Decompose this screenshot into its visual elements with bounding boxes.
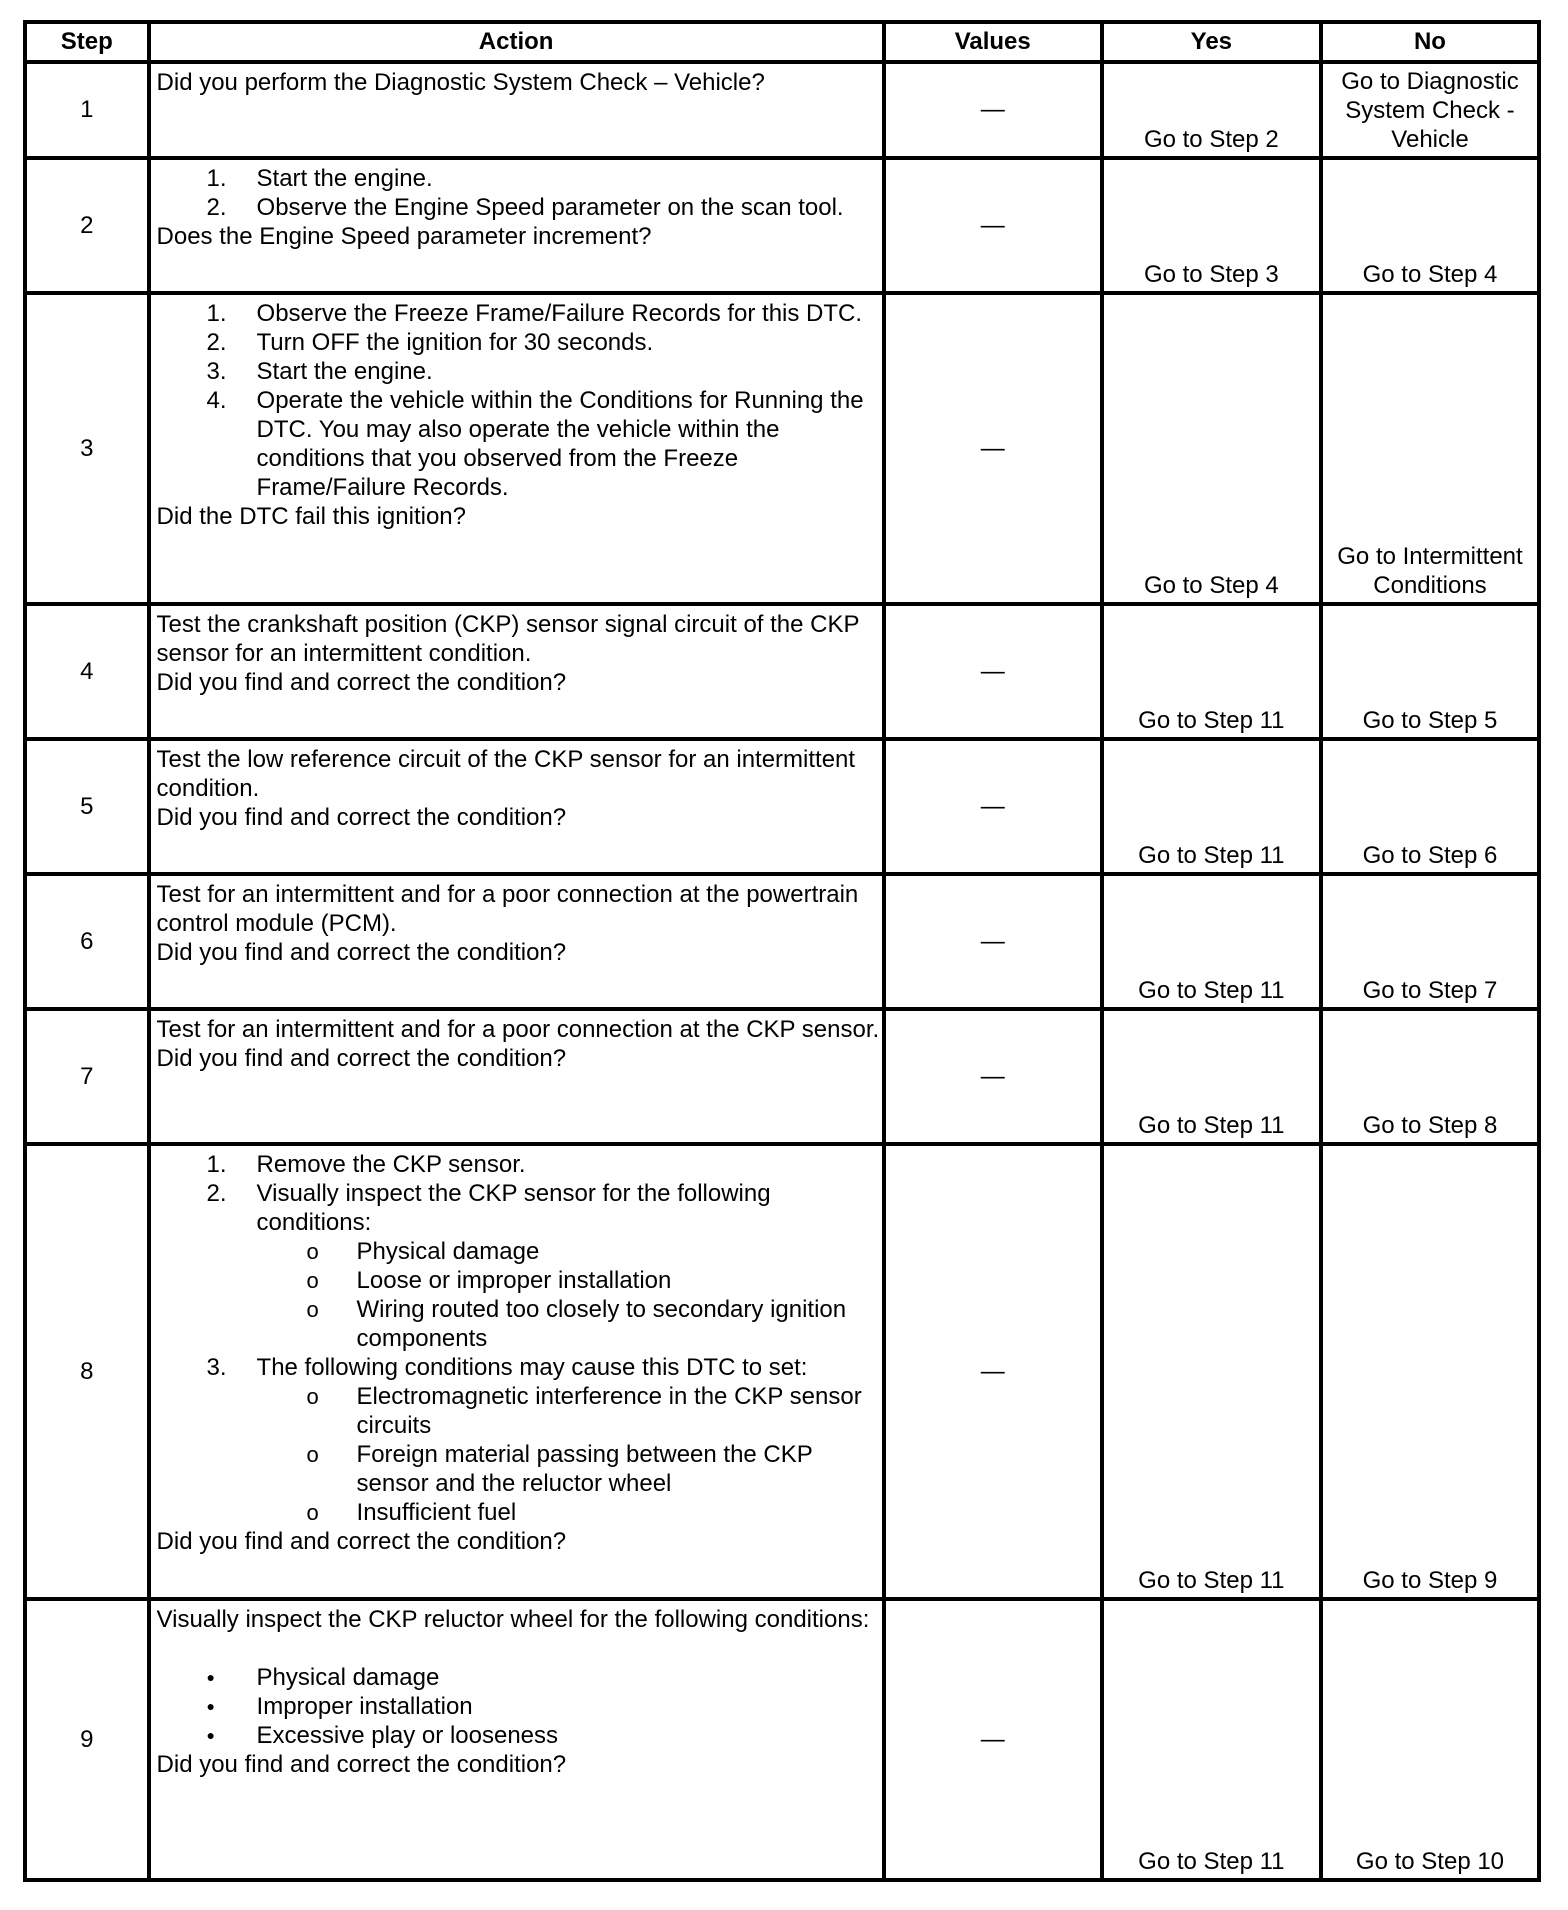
bullet-marker: ● — [206, 1698, 215, 1714]
table-row — [25, 62, 1539, 158]
list-item — [157, 299, 882, 328]
action-cell — [149, 1599, 884, 1880]
list-item — [157, 1663, 882, 1692]
list-text: Insufficient fuel — [356, 1499, 517, 1526]
action-cell — [149, 62, 884, 158]
no-cell: Go to Intermittent Conditions — [1321, 293, 1539, 604]
step-number: 4 — [25, 604, 149, 739]
list-item — [157, 1692, 882, 1721]
yes-cell: Go to Step 4 — [1102, 293, 1321, 604]
header-values: Values — [884, 22, 1102, 62]
circle-marker: o — [306, 1297, 319, 1322]
list-text: Physical damage — [356, 1238, 540, 1265]
action-cell — [149, 604, 884, 739]
list-number: 3. — [206, 358, 227, 385]
action-steps — [157, 164, 882, 222]
step-number: 8 — [25, 1144, 149, 1599]
yes-cell: Go to Step 11 — [1102, 739, 1321, 874]
values-cell: — — [884, 739, 1102, 874]
list-number: 1. — [206, 165, 227, 192]
header-action: Action — [149, 22, 884, 62]
circle-marker: o — [306, 1239, 319, 1264]
diagnostic-table — [23, 20, 1541, 1882]
action-cell — [149, 874, 884, 1009]
table-row — [25, 1009, 1539, 1144]
list-text: Turn OFF the ignition for 30 seconds. — [256, 329, 654, 356]
table-row — [25, 1144, 1539, 1599]
action-cell — [149, 158, 884, 293]
list-item — [157, 386, 882, 502]
circle-marker: o — [306, 1268, 319, 1293]
values-cell: — — [884, 62, 1102, 158]
values-cell: — — [884, 874, 1102, 1009]
list-text: Remove the CKP sensor. — [256, 1151, 526, 1178]
values-cell: — — [884, 1009, 1102, 1144]
no-cell: Go to Step 7 — [1321, 874, 1539, 1009]
no-cell: Go to Step 10 — [1321, 1599, 1539, 1880]
step-number: 7 — [25, 1009, 149, 1144]
step-number: 5 — [25, 739, 149, 874]
list-item — [157, 1721, 882, 1750]
action-cell — [149, 293, 884, 604]
no-cell: Go to Step 6 — [1321, 739, 1539, 874]
list-number: 4. — [206, 387, 227, 414]
bullet-list — [157, 1663, 882, 1750]
action-text: Visually inspect the CKP reluctor wheel for the following conditions: — [156, 1606, 870, 1633]
header-no: No — [1321, 22, 1539, 62]
no-cell: Go to Step 5 — [1321, 604, 1539, 739]
values-cell: — — [884, 1144, 1102, 1599]
action-question: Did you find and correct the condition? — [156, 939, 567, 966]
action-question: Did the DTC fail this ignition? — [156, 503, 466, 530]
action-steps — [157, 299, 882, 502]
list-text: Start the engine. — [256, 165, 433, 192]
action-cell — [149, 1144, 884, 1599]
step-number: 9 — [25, 1599, 149, 1880]
step-number: 6 — [25, 874, 149, 1009]
action-steps — [157, 1150, 882, 1527]
list-text: Observe the Engine Speed parameter on the scan tool. — [256, 194, 844, 221]
list-item — [157, 193, 882, 222]
no-cell: Go to Step 8 — [1321, 1009, 1539, 1144]
action-question: Did you find and correct the condition? — [156, 1751, 567, 1778]
list-item — [157, 1382, 882, 1440]
values-cell: — — [884, 293, 1102, 604]
list-text: Wiring routed too closely to secondary ignition components — [356, 1296, 847, 1352]
table-row — [25, 1599, 1539, 1880]
table-row — [25, 158, 1539, 293]
action-text: Test for an intermittent and for a poor connection at the powertrain control module (PCM). — [156, 881, 859, 937]
list-item — [157, 1150, 882, 1179]
action-text: Did you perform the Diagnostic System Check – Vehicle? — [156, 69, 765, 96]
action-text: Test the low reference circuit of the CKP sensor for an intermittent condition. — [156, 746, 856, 802]
list-text: Visually inspect the CKP sensor for the following conditions: — [256, 1180, 771, 1236]
bullet-marker: ● — [206, 1727, 215, 1743]
list-number: 1. — [206, 1151, 227, 1178]
list-number: 2. — [206, 194, 227, 221]
list-text: Start the engine. — [256, 358, 433, 385]
list-text: Loose or improper installation — [356, 1267, 672, 1294]
action-question: Did you find and correct the condition? — [156, 1045, 567, 1072]
sub-list — [157, 1237, 882, 1353]
header-row — [25, 22, 1539, 62]
list-item — [157, 1353, 882, 1527]
list-text: The following conditions may cause this DTC to set: — [256, 1354, 808, 1381]
list-text: Foreign material passing between the CKP sensor and the reluctor wheel — [356, 1441, 813, 1497]
list-text: Physical damage — [256, 1664, 440, 1691]
list-text: Observe the Freeze Frame/Failure Records for this DTC. — [256, 300, 863, 327]
yes-cell: Go to Step 11 — [1102, 1144, 1321, 1599]
list-item — [157, 1440, 882, 1498]
yes-cell: Go to Step 2 — [1102, 62, 1321, 158]
step-number: 3 — [25, 293, 149, 604]
table-row — [25, 739, 1539, 874]
action-cell — [149, 739, 884, 874]
action-text: Test the crankshaft position (CKP) sensor signal circuit of the CKP sensor for an intermittent condition. — [156, 611, 860, 667]
header-yes: Yes — [1102, 22, 1321, 62]
yes-cell: Go to Step 11 — [1102, 1009, 1321, 1144]
step-number: 2 — [25, 158, 149, 293]
list-item — [157, 1179, 882, 1353]
action-question: Does the Engine Speed parameter increment? — [156, 223, 652, 250]
action-question: Did you find and correct the condition? — [156, 804, 567, 831]
sub-list — [157, 1382, 882, 1527]
circle-marker: o — [306, 1442, 319, 1467]
list-number: 2. — [206, 329, 227, 356]
list-item — [157, 1295, 882, 1353]
header-step: Step — [25, 22, 149, 62]
table-row — [25, 604, 1539, 739]
list-item — [157, 1237, 882, 1266]
list-number: 2. — [206, 1180, 227, 1207]
list-item — [157, 1498, 882, 1527]
list-text: Electromagnetic interference in the CKP sensor circuits — [356, 1383, 862, 1439]
values-cell: — — [884, 1599, 1102, 1880]
no-cell: Go to Diagnostic System Check - Vehicle — [1321, 62, 1539, 158]
list-item — [157, 1266, 882, 1295]
list-item — [157, 328, 882, 357]
circle-marker: o — [306, 1384, 319, 1409]
no-cell: Go to Step 9 — [1321, 1144, 1539, 1599]
table-row — [25, 874, 1539, 1009]
yes-cell: Go to Step 11 — [1102, 874, 1321, 1009]
bullet-marker: ● — [206, 1669, 215, 1685]
values-cell: — — [884, 158, 1102, 293]
values-cell: — — [884, 604, 1102, 739]
list-text: Excessive play or looseness — [256, 1722, 559, 1749]
list-text: Improper installation — [256, 1693, 473, 1720]
yes-cell: Go to Step 11 — [1102, 604, 1321, 739]
list-number: 1. — [206, 300, 227, 327]
list-number: 3. — [206, 1354, 227, 1381]
action-text: Test for an intermittent and for a poor connection at the CKP sensor. — [156, 1016, 880, 1043]
action-question: Did you find and correct the condition? — [156, 669, 567, 696]
circle-marker: o — [306, 1500, 319, 1525]
list-item — [157, 357, 882, 386]
action-cell — [149, 1009, 884, 1144]
step-number: 1 — [25, 62, 149, 158]
list-text: Operate the vehicle within the Conditions for Running the DTC. You may also operate the vehicle within the conditions that you observed from the Freeze Frame/Failure Records. — [256, 387, 864, 501]
no-cell: Go to Step 4 — [1321, 158, 1539, 293]
list-item — [157, 164, 882, 193]
action-question: Did you find and correct the condition? — [156, 1528, 567, 1555]
yes-cell: Go to Step 3 — [1102, 158, 1321, 293]
table-row — [25, 293, 1539, 604]
yes-cell: Go to Step 11 — [1102, 1599, 1321, 1880]
